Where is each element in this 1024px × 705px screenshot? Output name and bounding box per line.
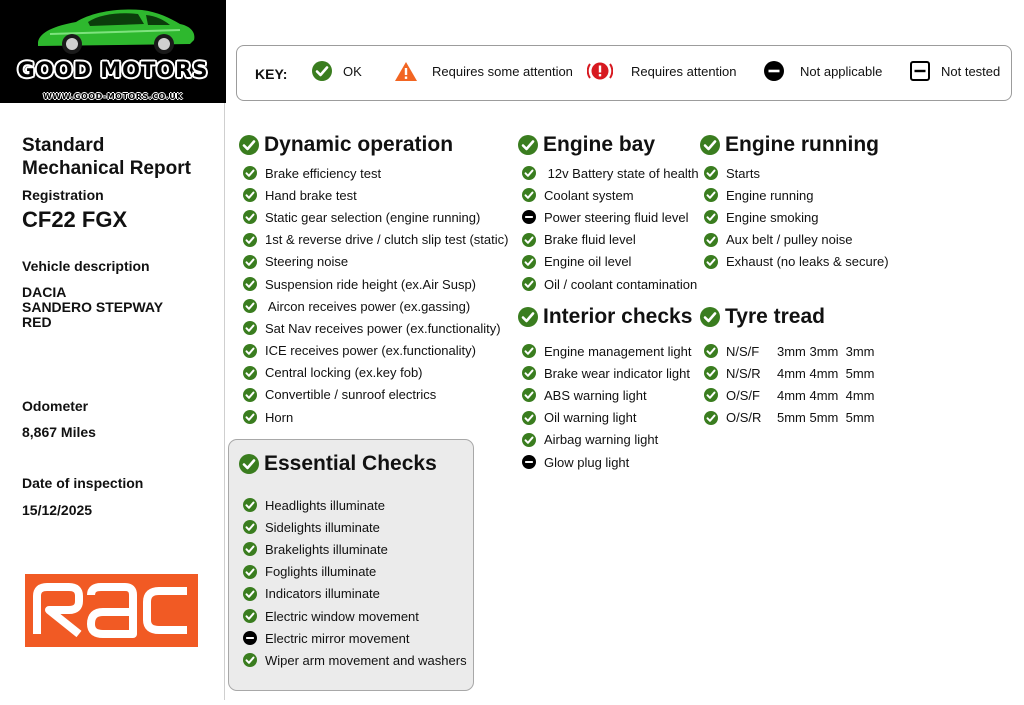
check-item <box>239 295 508 317</box>
tyre-position: O/S/R <box>726 410 762 426</box>
check-item-label: Aux belt / pulley noise <box>726 232 853 248</box>
check-item <box>239 184 508 206</box>
check-item-label: 12v Battery state of health <box>544 165 699 181</box>
ok-icon <box>700 307 720 327</box>
ok-icon <box>243 255 257 269</box>
section-title: Interior checks <box>543 305 693 328</box>
tyre-position: N/S/R <box>726 365 761 381</box>
ok-icon <box>704 166 718 180</box>
check-item <box>518 407 692 429</box>
check-item <box>239 362 508 384</box>
ok-icon <box>243 609 257 623</box>
check-item-label: Airbag warning light <box>544 432 659 448</box>
check-item <box>239 406 508 428</box>
check-item <box>518 340 692 362</box>
check-item <box>239 317 508 339</box>
ok-icon <box>243 542 257 556</box>
ok-icon <box>243 498 257 512</box>
ok-icon <box>243 565 257 579</box>
tyre-row <box>700 384 875 406</box>
ok-icon <box>704 210 718 224</box>
vehicle-description: DACIA SANDERO STEPWAY RED <box>22 284 164 330</box>
not-applicable-icon <box>243 631 257 645</box>
ok-icon <box>522 233 536 247</box>
ok-icon <box>704 233 718 247</box>
warning-icon <box>394 61 418 82</box>
check-item-label: Engine smoking <box>726 209 819 225</box>
key-label: KEY: <box>255 66 288 82</box>
registration-value: CF22 FGX <box>22 207 128 232</box>
ok-icon <box>522 277 536 291</box>
check-item-label: Starts <box>726 165 760 181</box>
section-title: Tyre tread <box>725 305 825 328</box>
check-item <box>239 538 467 560</box>
section-dynamic-operation <box>239 133 508 428</box>
check-item <box>239 649 467 671</box>
tyre-position: N/S/F <box>726 343 760 359</box>
check-item-label: Static gear selection (engine running) <box>265 209 481 225</box>
check-item-label: Electric mirror movement <box>265 630 410 646</box>
check-item <box>239 583 467 605</box>
inspection-date-label: Date of inspection <box>22 475 144 491</box>
odometer-value: 8,867 Miles <box>22 424 96 440</box>
check-item-label: Oil warning light <box>544 410 637 426</box>
check-item-label: Engine management light <box>544 343 692 359</box>
check-item <box>518 229 699 251</box>
good-motors-logo <box>0 0 226 103</box>
check-item <box>518 384 692 406</box>
check-item-label: Engine running <box>726 187 814 203</box>
ok-icon <box>522 166 536 180</box>
ok-icon <box>312 61 332 81</box>
inspection-date-value: 15/12/2025 <box>22 502 93 518</box>
ok-icon <box>243 188 257 202</box>
logo-url: WWW.GOOD-MOTORS.CO.UK <box>43 92 183 101</box>
ok-icon <box>239 135 259 155</box>
key-item-not-tested: Not tested <box>910 61 1000 81</box>
ok-icon <box>243 653 257 667</box>
check-list <box>518 340 692 473</box>
check-item <box>239 206 508 228</box>
logo-name: GOOD MOTORS <box>17 58 209 82</box>
ok-icon <box>522 366 536 380</box>
check-item <box>239 340 508 362</box>
ok-icon <box>704 366 718 380</box>
tyre-position: O/S/F <box>726 387 760 403</box>
check-item <box>700 229 889 251</box>
key-item-ok: OK <box>312 61 362 81</box>
section-header <box>239 452 467 476</box>
section-title: Engine running <box>725 133 879 156</box>
ok-icon <box>704 344 718 358</box>
section-essential-checks <box>239 452 467 672</box>
ok-icon <box>700 135 720 155</box>
ok-icon <box>243 520 257 534</box>
ok-icon <box>243 344 257 358</box>
ok-icon <box>704 188 718 202</box>
check-item-label: Glow plug light <box>544 454 630 470</box>
check-item <box>700 162 889 184</box>
section-title: Dynamic operation <box>264 133 454 156</box>
ok-icon <box>518 307 538 327</box>
check-item <box>239 516 467 538</box>
check-item <box>518 251 699 273</box>
check-item <box>700 206 889 228</box>
section-title: Essential Checks <box>264 452 437 475</box>
section-header <box>700 305 875 329</box>
check-item-label: Coolant system <box>544 187 634 203</box>
check-item-label: Steering noise <box>265 254 349 270</box>
not-tested-icon <box>910 61 930 81</box>
check-item-label: Engine oil level <box>544 254 632 270</box>
check-item-label: Oil / coolant contamination <box>544 276 698 292</box>
car-icon <box>30 4 200 56</box>
ok-icon <box>243 299 257 313</box>
ok-icon <box>522 388 536 402</box>
check-item <box>239 229 508 251</box>
check-item <box>239 251 508 273</box>
section-interior-checks <box>518 305 692 473</box>
check-item <box>239 384 508 406</box>
check-item-label: ABS warning light <box>544 387 647 403</box>
check-item-label: 1st & reverse drive / clutch slip test (static) <box>265 232 509 248</box>
check-item <box>700 251 889 273</box>
ok-icon <box>522 344 536 358</box>
ok-icon <box>243 410 257 424</box>
key-item-some-attention: Requires some attention <box>394 61 573 82</box>
check-item <box>518 429 692 451</box>
key-item-not-applicable: Not applicable <box>764 61 882 81</box>
ok-icon <box>518 135 538 155</box>
check-item <box>239 561 467 583</box>
check-item <box>518 206 699 228</box>
not-applicable-icon <box>764 61 784 81</box>
ok-icon <box>522 433 536 447</box>
check-item-label: Brake fluid level <box>544 232 636 248</box>
key-item-attention: Requires attention <box>587 61 737 81</box>
tyre-depths: 5mm 5mm 5mm <box>777 410 875 426</box>
report-title: Standard Mechanical Report <box>22 135 191 179</box>
check-list <box>700 162 889 273</box>
check-item-label: Brake efficiency test <box>265 165 382 181</box>
rac-logo <box>25 574 198 647</box>
ok-icon <box>243 210 257 224</box>
check-item-label: Aircon receives power (ex.gassing) <box>265 298 471 314</box>
check-item <box>239 605 467 627</box>
ok-icon <box>243 321 257 335</box>
check-item-label: Suspension ride height (ex.Air Susp) <box>265 276 477 292</box>
ok-icon <box>243 233 257 247</box>
check-item-label: Foglights illuminate <box>265 564 377 580</box>
check-list <box>239 494 467 672</box>
check-item <box>239 627 467 649</box>
check-list <box>239 162 508 428</box>
section-header <box>239 133 508 157</box>
check-item <box>239 162 508 184</box>
section-tyre-tread <box>700 305 875 429</box>
ok-icon <box>522 255 536 269</box>
ok-icon <box>243 166 257 180</box>
status-key <box>236 45 1012 101</box>
section-engine-running <box>700 133 889 273</box>
check-item-label: Sidelights illuminate <box>265 519 380 535</box>
check-item-label: Brake wear indicator light <box>544 365 690 381</box>
check-item-label: Indicators illuminate <box>265 586 380 602</box>
ok-icon <box>243 277 257 291</box>
check-item-label: Horn <box>265 409 294 425</box>
check-item-label: Central locking (ex.key fob) <box>265 365 423 381</box>
check-item <box>239 494 467 516</box>
check-item <box>239 273 508 295</box>
check-item-label: Convertible / sunroof electrics <box>265 387 437 403</box>
check-item-label: Sat Nav receives power (ex.functionality) <box>265 320 501 336</box>
not-applicable-icon <box>522 210 536 224</box>
ok-icon <box>243 366 257 380</box>
tyre-row <box>700 340 875 362</box>
check-item-label: Power steering fluid level <box>544 209 689 225</box>
ok-icon <box>704 411 718 425</box>
check-item <box>518 362 692 384</box>
section-header <box>518 305 692 329</box>
check-item-label: Wiper arm movement and washers <box>265 652 467 668</box>
alert-icon <box>587 61 613 81</box>
ok-icon <box>522 411 536 425</box>
tyre-depths: 3mm 3mm 3mm <box>777 343 875 359</box>
check-item-label: Hand brake test <box>265 187 357 203</box>
ok-icon <box>243 587 257 601</box>
ok-icon <box>704 255 718 269</box>
tyre-depths: 4mm 4mm 4mm <box>777 387 875 403</box>
check-item-label: Electric window movement <box>265 608 419 624</box>
check-list <box>518 162 699 295</box>
check-item-label: ICE receives power (ex.functionality) <box>265 343 476 359</box>
check-item <box>518 184 699 206</box>
sidebar-divider <box>224 103 225 700</box>
check-item <box>700 184 889 206</box>
ok-icon <box>239 454 259 474</box>
ok-icon <box>704 388 718 402</box>
tyre-depths: 4mm 4mm 5mm <box>777 365 875 381</box>
tyre-list <box>700 340 875 429</box>
tyre-row <box>700 407 875 429</box>
registration-label: Registration <box>22 187 104 203</box>
section-title: Engine bay <box>543 133 656 156</box>
ok-icon <box>522 188 536 202</box>
vehicle-description-label: Vehicle description <box>22 258 150 274</box>
tyre-row <box>700 362 875 384</box>
section-header <box>700 133 889 157</box>
check-item <box>518 451 692 473</box>
check-item-label: Headlights illuminate <box>265 497 385 513</box>
section-engine-bay <box>518 133 699 295</box>
check-item-label: Exhaust (no leaks & secure) <box>726 254 889 270</box>
ok-icon <box>243 388 257 402</box>
section-header <box>518 133 699 157</box>
not-applicable-icon <box>522 455 536 469</box>
odometer-label: Odometer <box>22 398 89 414</box>
check-item <box>518 162 699 184</box>
check-item <box>518 273 699 295</box>
check-item-label: Brakelights illuminate <box>265 541 388 557</box>
